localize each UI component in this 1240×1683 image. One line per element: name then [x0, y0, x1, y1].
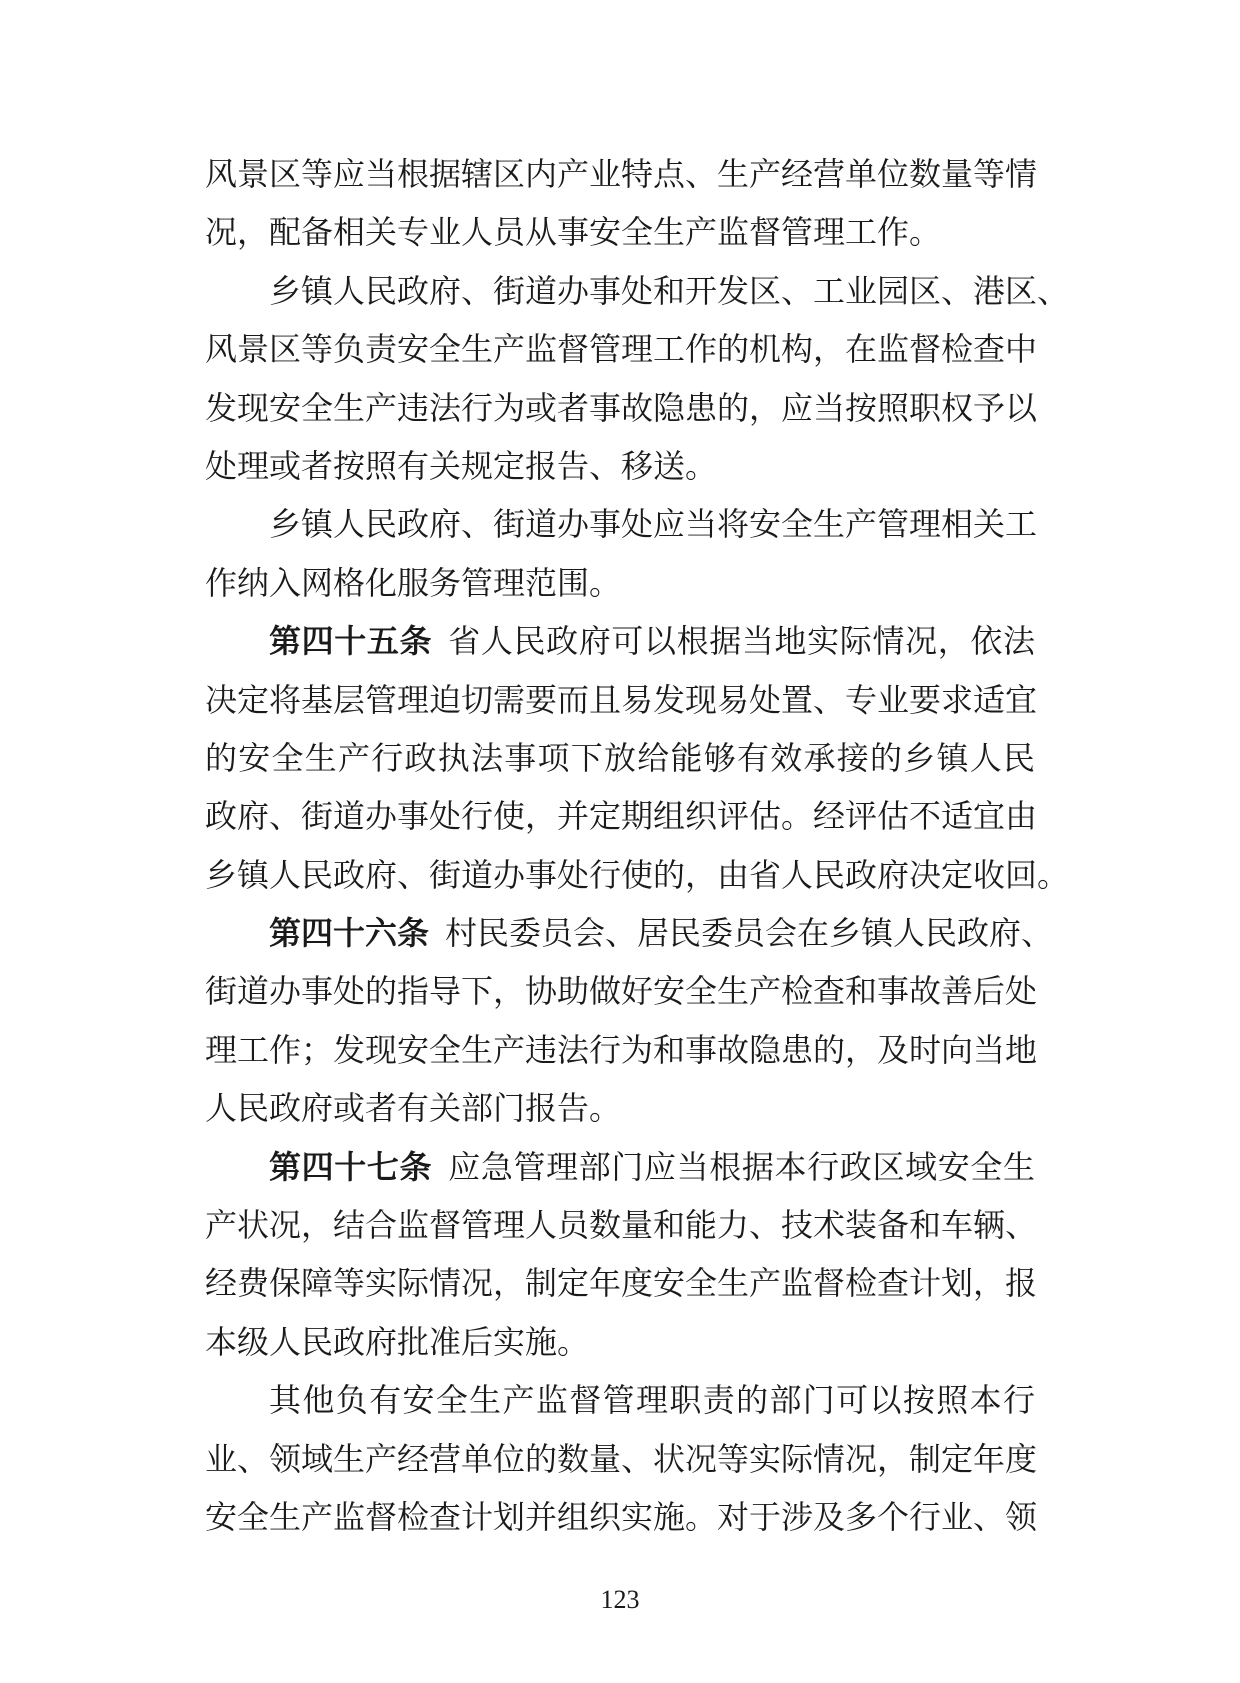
article-47-first-line	[205, 1138, 1035, 1196]
article-number: 第四十七条	[269, 1147, 433, 1186]
text-line: 风景区等负责安全生产监督管理工作的机构，在监督检查中	[205, 330, 1038, 369]
text-line: 业、领域生产经营单位的数量、状况等实际情况，制定年度	[205, 1439, 1038, 1478]
article-number: 第四十五条	[269, 622, 433, 661]
article-number: 第四十六条	[269, 914, 430, 953]
text-line: 其他负有安全生产监督管理职责的部门可以按照本行	[269, 1381, 1035, 1420]
text-line: 况，配备相关专业人员从事安全生产监督管理工作。	[205, 213, 942, 252]
text-line: 经费保障等实际情况，制定年度安全生产监督检查计划，报	[205, 1264, 1038, 1303]
text-line: 理工作；发现安全生产违法行为和事故隐患的，及时向当地	[205, 1030, 1038, 1069]
text-line: 处理或者按照有关规定报告、移送。	[205, 446, 718, 485]
text-line: 应急管理部门应当根据本行政区域安全生	[448, 1147, 1035, 1186]
text-line: 乡镇人民政府、街道办事处和开发区、工业园区、港区、	[269, 271, 1070, 310]
text-line: 安全生产监督检查计划并组织实施。对于涉及多个行业、领	[205, 1497, 1038, 1536]
article-45-first-line	[205, 612, 1035, 670]
text-line: 政府、街道办事处行使，并定期组织评估。经评估不适宜由	[205, 797, 1038, 836]
text-line: 街道办事处的指导下，协助做好安全生产检查和事故善后处	[205, 972, 1038, 1011]
text-line: 省人民政府可以根据当地实际情况，依法	[448, 622, 1035, 661]
article-46-first-line	[205, 904, 1054, 962]
text-line: 村民委员会、居民委员会在乡镇人民政府、	[445, 914, 1054, 953]
text-line: 作纳入网格化服务管理范围。	[205, 563, 622, 602]
page-number: 123	[600, 1585, 640, 1614]
text-line: 决定将基层管理迫切需要而且易发现易处置、专业要求适宜	[205, 680, 1038, 719]
text-line: 乡镇人民政府、街道办事处行使的，由省人民政府决定收回。	[205, 855, 1070, 894]
text-line: 的安全生产行政执法事项下放给能够有效承接的乡镇人民	[205, 738, 1035, 777]
document-body	[205, 145, 1070, 1546]
text-line: 风景区等应当根据辖区内产业特点、生产经营单位数量等情	[205, 155, 1038, 193]
text-line: 发现安全生产违法行为或者事故隐患的，应当按照职权予以	[205, 388, 1038, 427]
text-line: 本级人民政府批准后实施。	[205, 1322, 590, 1361]
text-line: 人民政府或者有关部门报告。	[205, 1089, 622, 1128]
text-line: 乡镇人民政府、街道办事处应当将安全生产管理相关工	[269, 505, 1038, 544]
text-line: 产状况，结合监督管理人员数量和能力、技术装备和车辆、	[205, 1206, 1038, 1245]
